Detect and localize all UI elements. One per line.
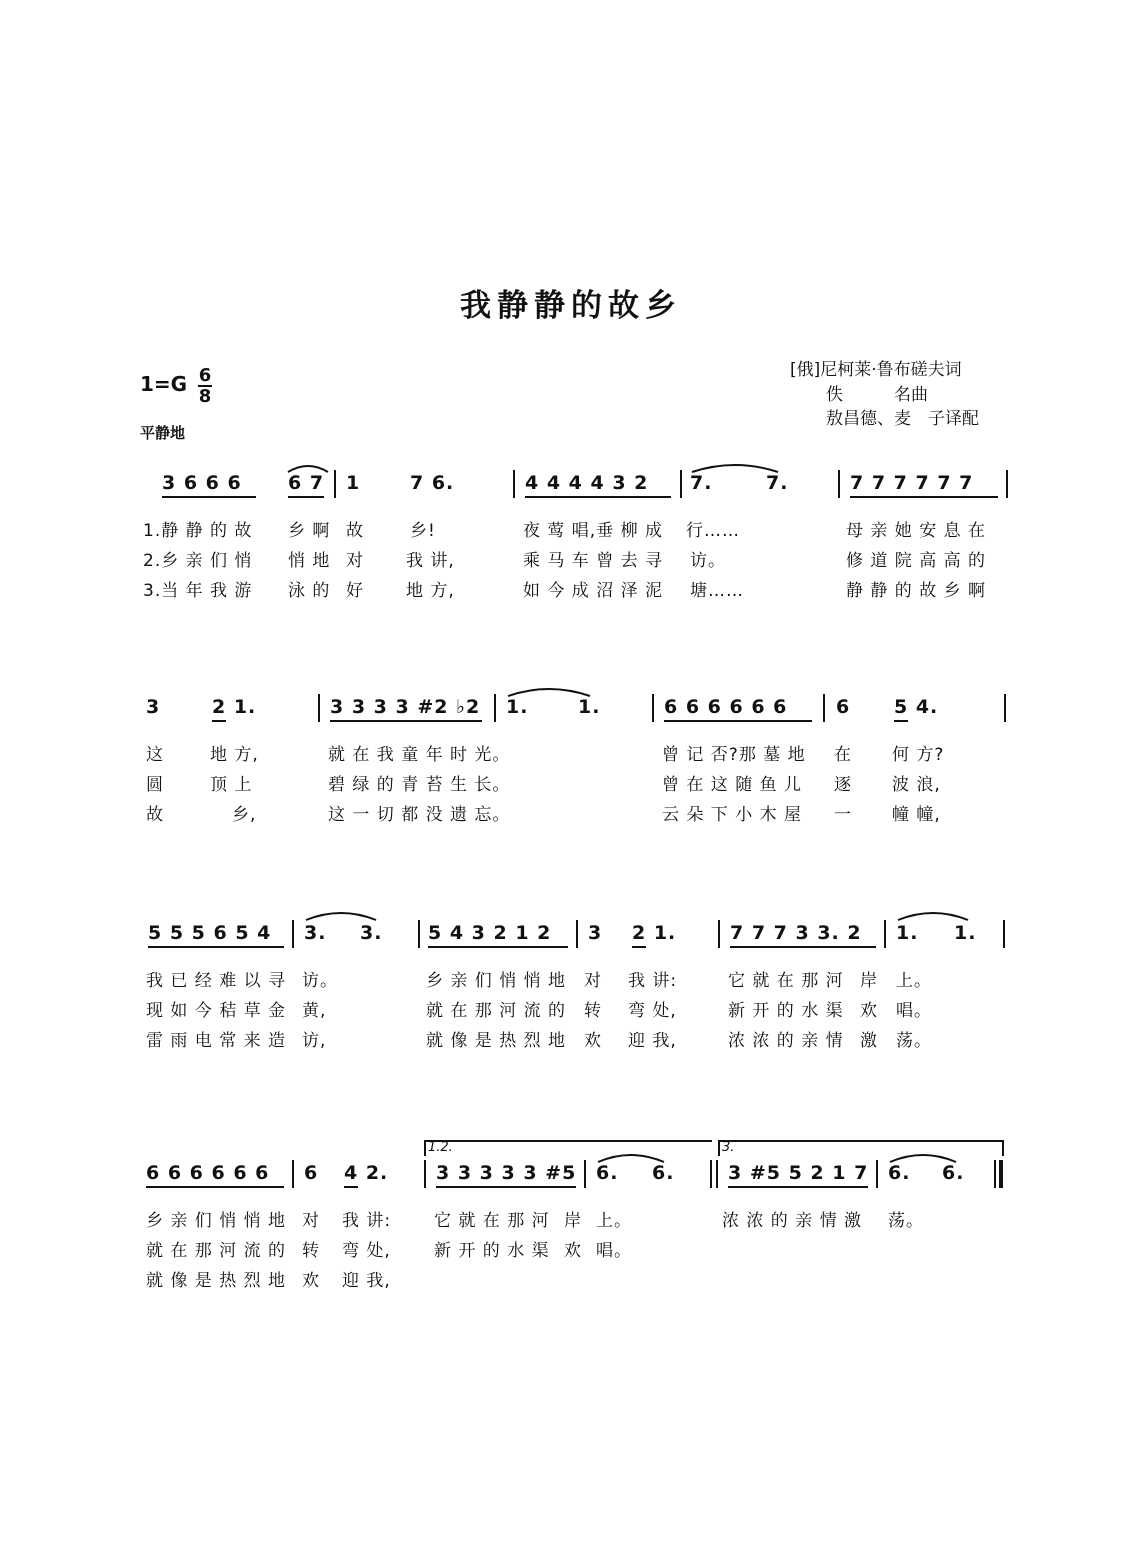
note-group: 3 6 6 6	[162, 472, 242, 494]
lyric: 碧 绿 的 青 苔 生 长。	[328, 775, 511, 795]
lyric: 欢	[564, 1241, 582, 1261]
note-group: 3 3 3 3 #2 ♭2	[330, 696, 481, 718]
credit-lyricist: [俄]尼柯莱·鲁布磋夫词	[790, 360, 962, 380]
note-group: 1.	[954, 922, 977, 944]
note-group: 2 1.	[212, 696, 257, 718]
lyric: 荡。	[888, 1211, 924, 1231]
note-group: 4 2.	[344, 1162, 389, 1184]
note-group: 6 6 6 6 6 6	[146, 1162, 270, 1184]
lyric: 地 方,	[406, 581, 455, 601]
lyric: 弯 处,	[628, 1001, 677, 1021]
note-group: 1.	[578, 696, 601, 718]
lyric: 行……	[686, 521, 740, 541]
note-group: 1.	[506, 696, 529, 718]
note-group: 7.	[690, 472, 713, 494]
lyric: 黄,	[302, 1001, 327, 1021]
lyric: 乡 亲 们 悄 悄 地	[146, 1211, 287, 1231]
lyric: 我 讲,	[406, 551, 455, 571]
lyric: 如 今 成 沼 泽 泥	[523, 581, 664, 601]
lyric: 上。	[596, 1211, 632, 1231]
lyric: 泳 的	[288, 581, 331, 601]
note-group: 4 4 4 4 3 2	[525, 472, 649, 494]
lyric: 欢	[302, 1271, 320, 1291]
credit-translator: 敖昌德、麦 子译配	[826, 409, 979, 429]
lyric: 我 讲:	[342, 1211, 392, 1231]
lyric: 幢 幢,	[892, 805, 941, 825]
lyric: 2.乡 亲 们 悄	[143, 551, 253, 571]
key-signature: 1=G	[140, 372, 188, 396]
lyric: 夜 莺 唱,垂 柳 成	[523, 521, 664, 541]
lyric: 波 浪,	[892, 775, 941, 795]
lyric: 逐	[834, 775, 852, 795]
note-group: 6.	[596, 1162, 619, 1184]
lyric: 云 朵 下 小 木 屋	[662, 805, 803, 825]
time-denominator: 8	[198, 386, 212, 407]
lyric: 好	[346, 581, 364, 601]
lyric: 就 像 是 热 烈 地	[146, 1271, 287, 1291]
note-group: 7 7 7 3 3. 2	[730, 922, 862, 944]
lyric: 雷 雨 电 常 来 造	[146, 1031, 287, 1051]
note-group: 7 6.	[410, 472, 455, 494]
lyric: 塘……	[690, 581, 744, 601]
lyric: 圆	[146, 775, 164, 795]
lyric: 乡 亲 们 悄 悄 地	[426, 971, 567, 991]
lyric: 访。	[302, 971, 338, 991]
lyric: 唱。	[896, 1001, 932, 1021]
lyric: 就 在 那 河 流 的	[426, 1001, 567, 1021]
note-group: 5 5 5 6 5 4	[148, 922, 272, 944]
tie	[506, 684, 592, 698]
song-title: 我静静的故乡	[460, 288, 682, 324]
lyric: 浓 浓 的 亲 情	[728, 1031, 844, 1051]
note-group: 3.	[360, 922, 383, 944]
lyric: 新 开 的 水 渠	[728, 1001, 844, 1021]
lyric: 曾 记 否?那 墓 地	[662, 745, 806, 765]
tie	[304, 908, 378, 922]
lyric: 修 道 院 高 高 的	[846, 551, 987, 571]
note-group: 2 1.	[632, 922, 677, 944]
note-group: 6.	[888, 1162, 911, 1184]
volta-second	[718, 1140, 1004, 1156]
lyric: 对	[302, 1211, 320, 1231]
tie	[690, 460, 780, 474]
lyric: 现 如 今 秸 草 金	[146, 1001, 287, 1021]
note-group: 6.	[652, 1162, 675, 1184]
note-group: 1.	[896, 922, 919, 944]
lyric: 岸	[860, 971, 878, 991]
note-group: 3 3 3 3 3 #5	[436, 1162, 577, 1184]
lyric: 它 就 在 那 河	[434, 1211, 550, 1231]
note-group: 3	[588, 922, 603, 944]
tie	[888, 1150, 958, 1164]
note-group: 6.	[942, 1162, 965, 1184]
note-group: 1	[346, 472, 361, 494]
lyric: 悄 地	[288, 551, 331, 571]
lyric: 对	[346, 551, 364, 571]
lyric: 就 在 那 河 流 的	[146, 1241, 287, 1261]
note-group: 6 6 6 6 6 6	[664, 696, 788, 718]
lyric: 上。	[896, 971, 932, 991]
lyric: 就 像 是 热 烈 地	[426, 1031, 567, 1051]
lyric: 欢	[584, 1031, 602, 1051]
lyric: 顶 上	[210, 775, 253, 795]
lyric: 这 一 切 都 没 遗 忘。	[328, 805, 511, 825]
lyric: 欢	[860, 1001, 878, 1021]
note-group: 5 4 3 2 1 2	[428, 922, 552, 944]
volta-label: 1.2.	[428, 1140, 453, 1155]
lyric: 唱。	[596, 1241, 632, 1261]
lyric: 乡!	[410, 521, 436, 541]
lyric: 曾 在 这 随 鱼 儿	[662, 775, 803, 795]
lyric: 乘 马 车 曾 去 寻	[523, 551, 664, 571]
lyric: 在	[834, 745, 852, 765]
lyric: 弯 处,	[342, 1241, 391, 1261]
lyric: 它 就 在 那 河	[728, 971, 844, 991]
note-group: 3 #5 5 2 1 7	[728, 1162, 869, 1184]
slur	[286, 460, 330, 474]
lyric: 一	[834, 805, 852, 825]
credit-composer: 佚 名曲	[826, 385, 928, 405]
tempo-marking: 平静地	[140, 424, 186, 442]
lyric: 乡 啊	[288, 521, 331, 541]
lyric: 3.当 年 我 游	[143, 581, 253, 601]
note-group: 6	[836, 696, 851, 718]
lyric: 这	[146, 745, 164, 765]
lyric: 访,	[302, 1031, 327, 1051]
note-group: 5 4.	[894, 696, 939, 718]
lyric: 故	[146, 805, 164, 825]
lyric: 乡,	[232, 805, 257, 825]
lyric: 迎 我,	[342, 1271, 391, 1291]
time-numerator: 6	[198, 365, 212, 386]
lyric: 静 静 的 故 乡 啊	[846, 581, 987, 601]
lyric: 1.静 静 的 故	[143, 521, 253, 541]
note-group: 3.	[304, 922, 327, 944]
lyric: 新 开 的 水 渠	[434, 1241, 550, 1261]
note-group: 7 7 7 7 7 7	[850, 472, 974, 494]
note-group: 6	[304, 1162, 319, 1184]
lyric: 激	[860, 1031, 878, 1051]
lyric: 访。	[690, 551, 726, 571]
lyric: 转	[302, 1241, 320, 1261]
time-signature	[197, 366, 213, 406]
volta-label: 3.	[722, 1140, 735, 1155]
tie	[596, 1150, 666, 1164]
lyric: 故	[346, 521, 364, 541]
note-group: 7.	[766, 472, 789, 494]
lyric: 就 在 我 童 年 时 光。	[328, 745, 511, 765]
note-group: 3	[146, 696, 161, 718]
lyric: 地 方,	[210, 745, 259, 765]
lyric: 转	[584, 1001, 602, 1021]
lyric: 迎 我,	[628, 1031, 677, 1051]
lyric: 对	[584, 971, 602, 991]
lyric: 何 方?	[892, 745, 945, 765]
note-group: 6 7	[288, 472, 325, 494]
lyric: 母 亲 她 安 息 在	[846, 521, 987, 541]
lyric: 荡。	[896, 1031, 932, 1051]
lyric: 岸	[564, 1211, 582, 1231]
tie	[896, 908, 970, 922]
lyric: 我 已 经 难 以 寻	[146, 971, 287, 991]
volta-first	[424, 1140, 712, 1156]
lyric: 我 讲:	[628, 971, 678, 991]
lyric: 浓 浓 的 亲 情 激	[722, 1211, 863, 1231]
